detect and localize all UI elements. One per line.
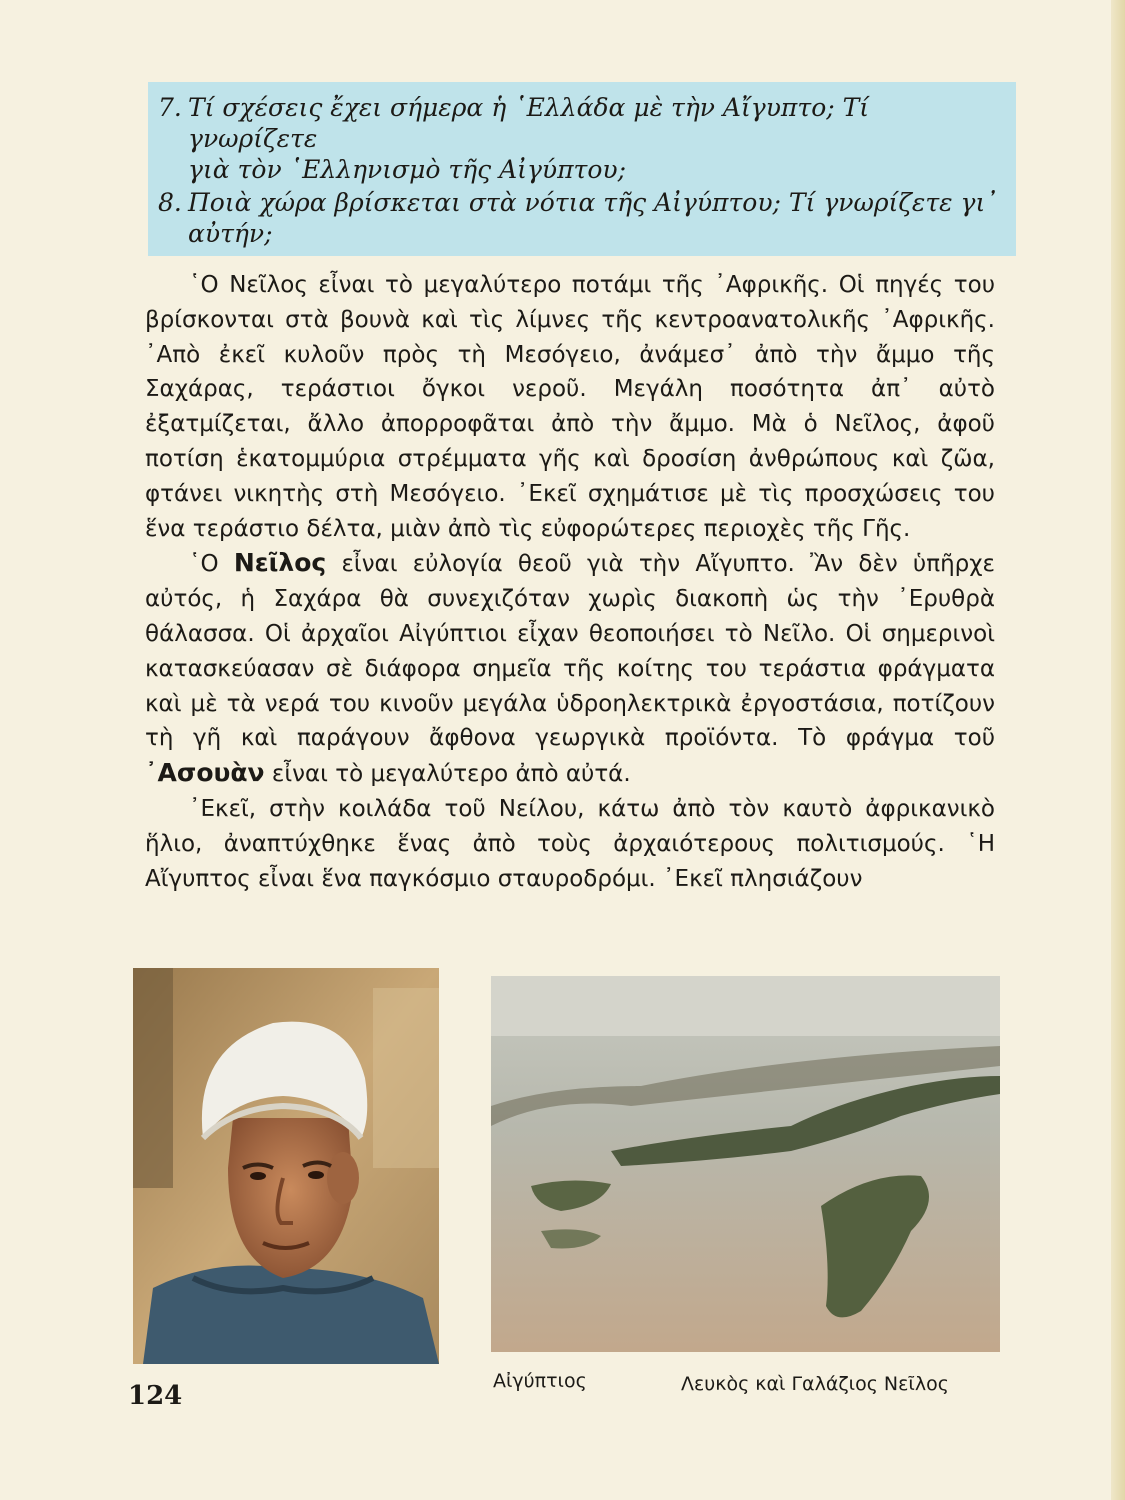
page-number: 124 [128,1381,183,1411]
caption-man: Αἰγύπτιος [493,1370,587,1392]
question-text-line: Τί σχέσεις ἔχει σήμερα ἡ ῾Ελλάδα μὲ τὴν Αἴγυπτο; Τί γνωρίζετε [188,93,870,153]
paragraph-nile-source: ῾Ο Νεῖλος εἶναι τὸ μεγαλύτερο ποτάμι τῆς ᾽Αφρικῆς. Οἱ πηγές του βρίσκονται στὰ βουνὰ καὶ τὶς λίμνες τῆς κεντροανατολικῆς ᾽Αφρικῆς. ᾽Απὸ ἐκεῖ κυλοῦν πρὸς τὴ Μεσόγειο, ἀνάμεσ᾽ ἀπὸ τὴν ἄμμο τῆς Σαχάρας, τεράστιοι ὄγκοι νεροῦ. Μεγάλη ποσότητα ἀπ᾽ αὐτὸ ἐξατμίζεται, ἄλλο ἀπορροφᾶται ἀπὸ τὴν ἄμμο. Μὰ ὁ Νεῖλος, ἀφοῦ ποτίση ἑκατομμύρια στρέμματα γῆς καὶ δροσίση ἀνθρώπους καὶ ζῶα, φτάνει νικητὴς στὴ Μεσόγειο. ᾽Εκεῖ σχημάτισε μὲ τὶς προσχώσεις του ἕνα τεράστιο δέλτα, μιὰν ἀπὸ τὶς εὐφορώτερες περιοχὲς τῆς Γῆς. [145,272,995,542]
bold-term-aswan: ᾽Ασουὰν [145,758,265,788]
question-number: 7. [158,93,182,122]
egyptian-man-illustration [133,968,439,1364]
question-8 [158,187,1004,249]
photo-nile-confluence [491,976,1000,1352]
text-run: εἶναι εὐλογία θεοῦ γιὰ τὴν Αἴγυπτο. Ἂν δὲν ὑπῆρχε αὐτός, ἡ Σαχάρα θὰ συνεχιζόταν χωρὶς διακοπὴ ὡς τὴν ᾽Ερυθρὰ θάλασσα. Οἱ ἀρχαῖοι Αἰγύπτιοι εἶχαν θεοποιήσει τὸ Νεῖλο. Οἱ σημερινοὶ κατασκεύασαν σὲ διάφορα σημεῖα τῆς κοίτης του τεράστια φράγματα καὶ μὲ τὰ νερά του κινοῦν μεγάλα ὑδροηλεκτρικὰ ἐργοστάσια, ποτίζουν τὴ γῆ καὶ παράγουν ἄφθονα γεωργικὰ προϊόντα. Τὸ φράγμα τοῦ [145,551,995,752]
nile-aerial-illustration [491,976,1000,1352]
question-text-line: αὐτήν; [188,219,273,248]
question-7 [158,92,1004,185]
paragraph-civilization: ᾽Εκεῖ, στὴν κοιλάδα τοῦ Νείλου, κάτω ἀπὸ τὸν καυτὸ ἀφρικανικὸ ἥλιο, ἀναπτύχθηκε ἕνας ἀπὸ τοὺς ἀρχαιότερους πολιτισμούς. ῾Η Αἴγυπτος εἶναι ἕνα παγκόσμιο σταυροδρόμι. ᾽Εκεῖ πλησιάζουν [145,795,995,892]
body-text [145,268,995,896]
questions-box [148,82,1016,256]
text-run: ῾Ο [189,551,219,578]
paragraph-nile-blessing [145,546,995,792]
bold-term-nile: Νεῖλος [233,548,327,578]
caption-nile: Λευκὸς καὶ Γαλάζιος Νεῖλος [681,1373,949,1395]
question-text-line: Ποιὰ χώρα βρίσκεται στὰ νότια τῆς Αἰγύπτου; Τί γνωρίζετε γι᾽ [188,188,998,217]
photo-egyptian-man [133,968,439,1364]
question-number: 8. [158,188,182,217]
question-text-line: γιὰ τὸν ῾Ελληνισμὸ τῆς Αἰγύπτου; [188,155,627,184]
page-edge [1111,0,1125,1500]
text-run: εἶναι τὸ μεγαλύτερο ἀπὸ αὐτά. [271,761,631,788]
